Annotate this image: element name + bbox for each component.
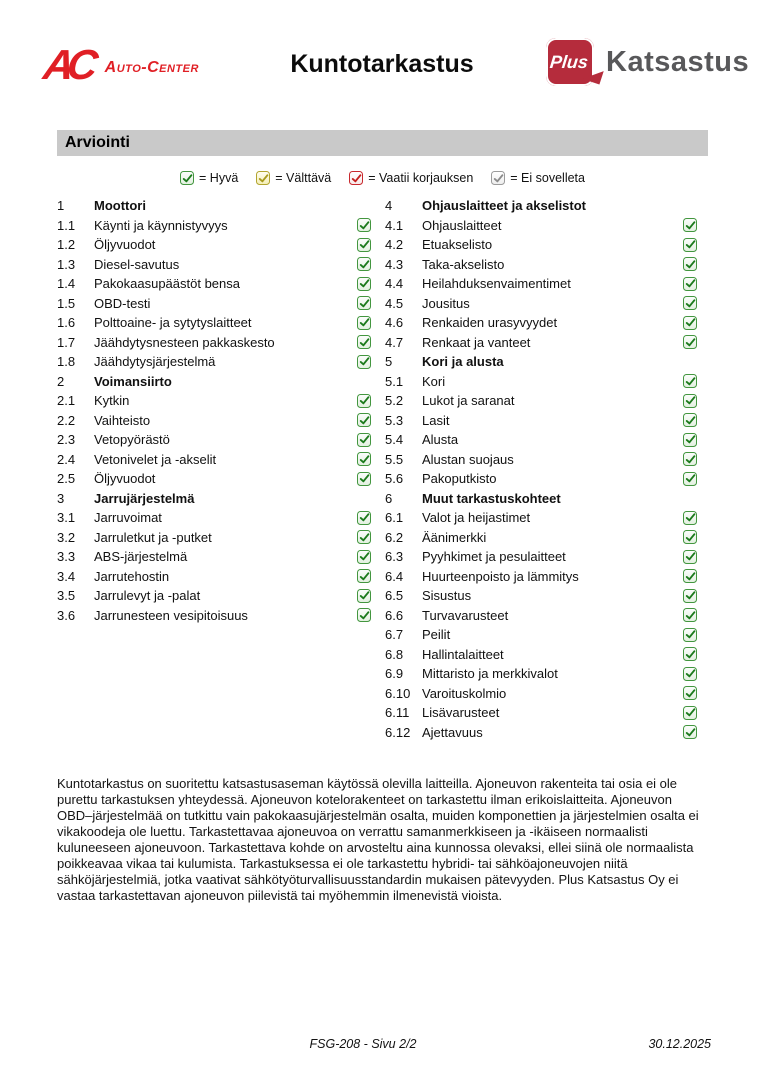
item-number: 5.4 — [385, 432, 404, 448]
section-header-row — [385, 352, 697, 372]
status-checkbox-good — [683, 667, 697, 681]
item-label: Vaihteisto — [94, 412, 151, 428]
status-checkbox-good — [683, 257, 697, 271]
item-label: Jäähdytysjärjestelmä — [94, 354, 216, 370]
item-number: 6.1 — [385, 510, 404, 526]
item-number: 3.5 — [57, 588, 76, 604]
checklist-row — [385, 547, 697, 567]
legend-label: = Välttävä — [275, 171, 332, 185]
item-number: 5.5 — [385, 451, 404, 467]
checklist-row — [57, 333, 371, 353]
section-header-row — [57, 372, 371, 392]
checklist-row — [57, 274, 371, 294]
item-label: Varoituskolmio — [422, 685, 507, 701]
checklist-row — [385, 606, 697, 626]
page-title: Kuntotarkastus — [290, 50, 474, 78]
item-label: Vetonivelet ja -akselit — [94, 451, 217, 467]
checklist-row — [385, 567, 697, 587]
checklist-row — [385, 703, 697, 723]
item-number: 6.10 — [385, 685, 411, 701]
section-title: Kori ja alusta — [422, 354, 504, 370]
checklist-row — [385, 313, 697, 333]
plus-badge-icon — [546, 38, 594, 86]
item-label: Äänimerkki — [422, 529, 487, 545]
checklist-row — [385, 664, 697, 684]
checklist-row — [385, 625, 697, 645]
checklist-row — [57, 508, 371, 528]
checklist-row — [57, 450, 371, 470]
item-number: 1.8 — [57, 354, 76, 370]
item-label: Taka-akselisto — [422, 256, 505, 272]
item-label: Peilit — [422, 627, 451, 643]
status-checkbox-good — [357, 394, 371, 408]
footer-document-ref: FSG-208 - Sivu 2/2 — [309, 1037, 417, 1051]
auto-center-logo-mark: AC — [40, 41, 95, 88]
checklist-row — [385, 333, 697, 353]
legend-item-fair — [256, 171, 331, 185]
item-label: Kytkin — [94, 393, 130, 409]
item-number: 1.5 — [57, 295, 76, 311]
checklist-row — [385, 294, 697, 314]
status-checkbox-repair — [349, 171, 363, 185]
item-number: 4.6 — [385, 315, 404, 331]
item-label: Vetopyörästö — [94, 432, 170, 448]
item-label: ABS-järjestelmä — [94, 549, 188, 565]
plus-badge-text: Plus — [548, 51, 590, 72]
status-checkbox-good — [683, 511, 697, 525]
item-number: 5.6 — [385, 471, 404, 487]
status-checkbox-good — [683, 569, 697, 583]
section-number: 2 — [57, 373, 65, 389]
item-label: Polttoaine- ja sytytyslaitteet — [94, 315, 252, 331]
item-label: Hallintalaitteet — [422, 646, 504, 662]
status-checkbox-good — [683, 628, 697, 642]
item-label: Jousitus — [422, 295, 470, 311]
section-header-arviointi: Arviointi — [57, 130, 708, 156]
checklist-row — [385, 469, 697, 489]
item-label: Alusta — [422, 432, 459, 448]
item-label: Jarruletkut ja -putket — [94, 529, 212, 545]
item-number: 1.7 — [57, 334, 76, 350]
item-label: Jarrunesteen vesipitoisuus — [94, 607, 248, 623]
checklist-row — [385, 274, 697, 294]
item-label: Alustan suojaus — [422, 451, 514, 467]
item-number: 5.3 — [385, 412, 404, 428]
status-checkbox-good — [357, 277, 371, 291]
section-title: Voimansiirto — [94, 373, 172, 389]
status-checkbox-good — [357, 511, 371, 525]
item-label: Pakokaasupäästöt bensa — [94, 276, 240, 292]
checklist-row — [57, 567, 371, 587]
checklist-row — [57, 255, 371, 275]
status-checkbox-good — [683, 472, 697, 486]
status-checkbox-good — [180, 171, 194, 185]
item-label: Lisävarusteet — [422, 705, 500, 721]
item-number: 6.12 — [385, 724, 411, 740]
item-number: 4.5 — [385, 295, 404, 311]
section-header-row — [385, 489, 697, 509]
checklist-row — [57, 294, 371, 314]
status-checkbox-good — [683, 647, 697, 661]
item-label: Renkaiden urasyvyydet — [422, 315, 558, 331]
legend-item-repair — [349, 171, 473, 185]
item-number: 2.1 — [57, 393, 76, 409]
checklist-row — [385, 528, 697, 548]
item-label: Renkaat ja vanteet — [422, 334, 531, 350]
item-number: 4.1 — [385, 217, 404, 233]
status-checkbox-good — [357, 335, 371, 349]
item-number: 6.3 — [385, 549, 404, 565]
item-number: 6.8 — [385, 646, 404, 662]
item-number: 3.1 — [57, 510, 76, 526]
checklist-row — [385, 508, 697, 528]
status-checkbox-good — [357, 452, 371, 466]
checklist-row — [57, 216, 371, 236]
item-label: Ajettavuus — [422, 724, 483, 740]
item-number: 6.11 — [385, 705, 410, 721]
item-label: Öljyvuodot — [94, 237, 156, 253]
status-checkbox-good — [683, 335, 697, 349]
checklist-row — [385, 372, 697, 392]
status-checkbox-good — [683, 316, 697, 330]
section-header-row — [57, 489, 371, 509]
checklist — [57, 196, 708, 742]
section-number: 3 — [57, 490, 65, 506]
status-checkbox-good — [683, 433, 697, 447]
status-checkbox-good — [357, 589, 371, 603]
item-number: 4.2 — [385, 237, 404, 253]
section-title: Jarrujärjestelmä — [94, 490, 195, 506]
status-checkbox-good — [357, 238, 371, 252]
item-number: 2.2 — [57, 412, 76, 428]
item-number: 6.9 — [385, 666, 404, 682]
item-label: OBD-testi — [94, 295, 151, 311]
item-number: 4.4 — [385, 276, 404, 292]
status-checkbox-good — [357, 608, 371, 622]
status-checkbox-good — [683, 394, 697, 408]
status-checkbox-good — [683, 589, 697, 603]
status-checkbox-good — [683, 608, 697, 622]
item-number: 1.3 — [57, 256, 76, 272]
status-checkbox-good — [357, 413, 371, 427]
status-checkbox-good — [683, 296, 697, 310]
item-number: 4.3 — [385, 256, 404, 272]
checklist-row — [385, 255, 697, 275]
item-number: 2.5 — [57, 471, 76, 487]
item-label: Pakoputkisto — [422, 471, 497, 487]
item-label: Pyyhkimet ja pesulaitteet — [422, 549, 566, 565]
item-number: 6.6 — [385, 607, 404, 623]
item-label: Lasit — [422, 412, 450, 428]
item-label: Lukot ja saranat — [422, 393, 515, 409]
item-label: Mittaristo ja merkkivalot — [422, 666, 558, 682]
item-number: 1.6 — [57, 315, 76, 331]
checklist-row — [57, 528, 371, 548]
item-number: 1.2 — [57, 237, 76, 253]
status-checkbox-good — [357, 218, 371, 232]
item-number: 3.3 — [57, 549, 76, 565]
item-number: 6.5 — [385, 588, 404, 604]
section-header-row — [385, 196, 697, 216]
item-number: 3.6 — [57, 607, 76, 623]
status-checkbox-good — [357, 316, 371, 330]
legend-label: = Vaatii korjauksen — [368, 171, 474, 185]
section-header-row — [57, 196, 371, 216]
item-number: 5.1 — [385, 373, 404, 389]
item-number: 6.2 — [385, 529, 404, 545]
item-label: Jarrulevyt ja -palat — [94, 588, 201, 604]
checklist-row — [57, 430, 371, 450]
status-checkbox-good — [683, 452, 697, 466]
status-checkbox-good — [683, 530, 697, 544]
checklist-row — [385, 684, 697, 704]
checklist-row — [385, 450, 697, 470]
item-label: Öljyvuodot — [94, 471, 156, 487]
item-label: Jarrutehostin — [94, 568, 170, 584]
status-checkbox-good — [683, 706, 697, 720]
status-checkbox-good — [357, 355, 371, 369]
section-title: Muut tarkastuskohteet — [422, 490, 561, 506]
status-checkbox-good — [683, 725, 697, 739]
checklist-row — [57, 547, 371, 567]
section-number: 6 — [385, 490, 393, 506]
legend — [57, 171, 708, 185]
checklist-row — [57, 352, 371, 372]
item-number: 2.4 — [57, 451, 76, 467]
checklist-row — [57, 606, 371, 626]
status-checkbox-good — [683, 550, 697, 564]
status-checkbox-good — [357, 296, 371, 310]
checklist-row — [385, 391, 697, 411]
legend-label: = Hyvä — [199, 171, 239, 185]
status-checkbox-good — [357, 257, 371, 271]
disclaimer-text: Kuntotarkastus on suoritettu katsastusaseman käytössä olevilla laitteilla. Ajoneuvon rakenteita tai osia ei ole purettu tarkastuksen yhteydessä. Ajoneuvon kotelorakenteet on tarkastettu ilman erikoislaitteita. Ajoneuvon OBD–järjestelmää on tutkittu vain pakokaasujärjestelmän osalta, muiden komponettien ja järjestelmien osalta ei vikakoodeja ole luettu. Tarkastettavaa ajoneuvoa on verrattu samanmerkkiseen ja -ikäiseen normaalisti kuluneeseen ajoneuvoon. Tarkastettava kohde on arvosteltu aina kunnossa olevaksi, ellei siinä ole normaalista poikkeavaa vikaa tai kulumista. Tarkastuksessa ei ole tarkastettu hybridi- tai sähköajoneuvojen niitä sähköjärjestelmiä, jotka vaativat sähkötyöturvallisuusstandardin mukaisen pätevyyden. Plus Katsastus Oy ei vastaa tarkastettavan ajoneuvon piilevistä tai myöhemmin ilmenevistä vioista. — [57, 776, 699, 903]
item-label: Turvavarusteet — [422, 607, 509, 623]
section-title: Ohjauslaitteet ja akselistot — [422, 198, 587, 214]
legend-item-good — [180, 171, 238, 185]
item-number: 1.4 — [57, 276, 76, 292]
item-number: 2.3 — [57, 432, 76, 448]
section-number: 1 — [57, 198, 65, 214]
item-label: Ohjauslaitteet — [422, 217, 502, 233]
checklist-row — [385, 645, 697, 665]
checklist-row — [57, 391, 371, 411]
footer-date: 30.12.2025 — [648, 1037, 711, 1051]
status-checkbox-good — [683, 374, 697, 388]
status-checkbox-good — [357, 433, 371, 447]
checklist-row — [385, 235, 697, 255]
status-checkbox-fair — [256, 171, 270, 185]
section-title: Moottori — [94, 198, 146, 214]
item-number: 5.2 — [385, 393, 404, 409]
item-number: 6.7 — [385, 627, 404, 643]
checklist-row — [385, 216, 697, 236]
section-number: 4 — [385, 198, 393, 214]
checklist-row — [385, 411, 697, 431]
status-checkbox-good — [683, 218, 697, 232]
checklist-row — [385, 430, 697, 450]
auto-center-logo-text: Auto-Center — [104, 59, 199, 76]
item-label: Huurteenpoisto ja lämmitys — [422, 568, 579, 584]
status-checkbox-good — [357, 472, 371, 486]
status-checkbox-good — [357, 569, 371, 583]
katsastus-logo-text: Katsastus — [606, 45, 750, 78]
checklist-row — [385, 586, 697, 606]
checklist-row — [385, 723, 697, 743]
status-checkbox-good — [683, 277, 697, 291]
item-label: Etuakselisto — [422, 237, 493, 253]
checklist-column-right — [385, 196, 697, 742]
checklist-row — [57, 586, 371, 606]
item-label: Valot ja heijastimet — [422, 510, 531, 526]
item-number: 1.1 — [57, 217, 76, 233]
item-number: 6.4 — [385, 568, 404, 584]
item-label: Käynti ja käynnistyvyys — [94, 217, 228, 233]
status-checkbox-good — [357, 530, 371, 544]
checklist-row — [57, 235, 371, 255]
status-checkbox-na — [491, 171, 505, 185]
item-label: Jarruvoimat — [94, 510, 162, 526]
section-number: 5 — [385, 354, 393, 370]
plus-katsastus-logo — [546, 38, 749, 86]
legend-label: = Ei sovelleta — [510, 171, 585, 185]
status-checkbox-good — [683, 413, 697, 427]
status-checkbox-good — [683, 686, 697, 700]
item-number: 4.7 — [385, 334, 404, 350]
item-label: Sisustus — [422, 588, 472, 604]
checklist-column-left — [57, 196, 371, 742]
legend-item-na — [491, 171, 585, 185]
item-label: Heilahduksenvaimentimet — [422, 276, 571, 292]
item-label: Kori — [422, 373, 446, 389]
item-label: Diesel-savutus — [94, 256, 180, 272]
item-number: 3.4 — [57, 568, 76, 584]
status-checkbox-good — [357, 550, 371, 564]
checklist-row — [57, 313, 371, 333]
status-checkbox-good — [683, 238, 697, 252]
checklist-row — [57, 411, 371, 431]
item-number: 3.2 — [57, 529, 76, 545]
item-label: Jäähdytysnesteen pakkaskesto — [94, 334, 275, 350]
checklist-row — [57, 469, 371, 489]
